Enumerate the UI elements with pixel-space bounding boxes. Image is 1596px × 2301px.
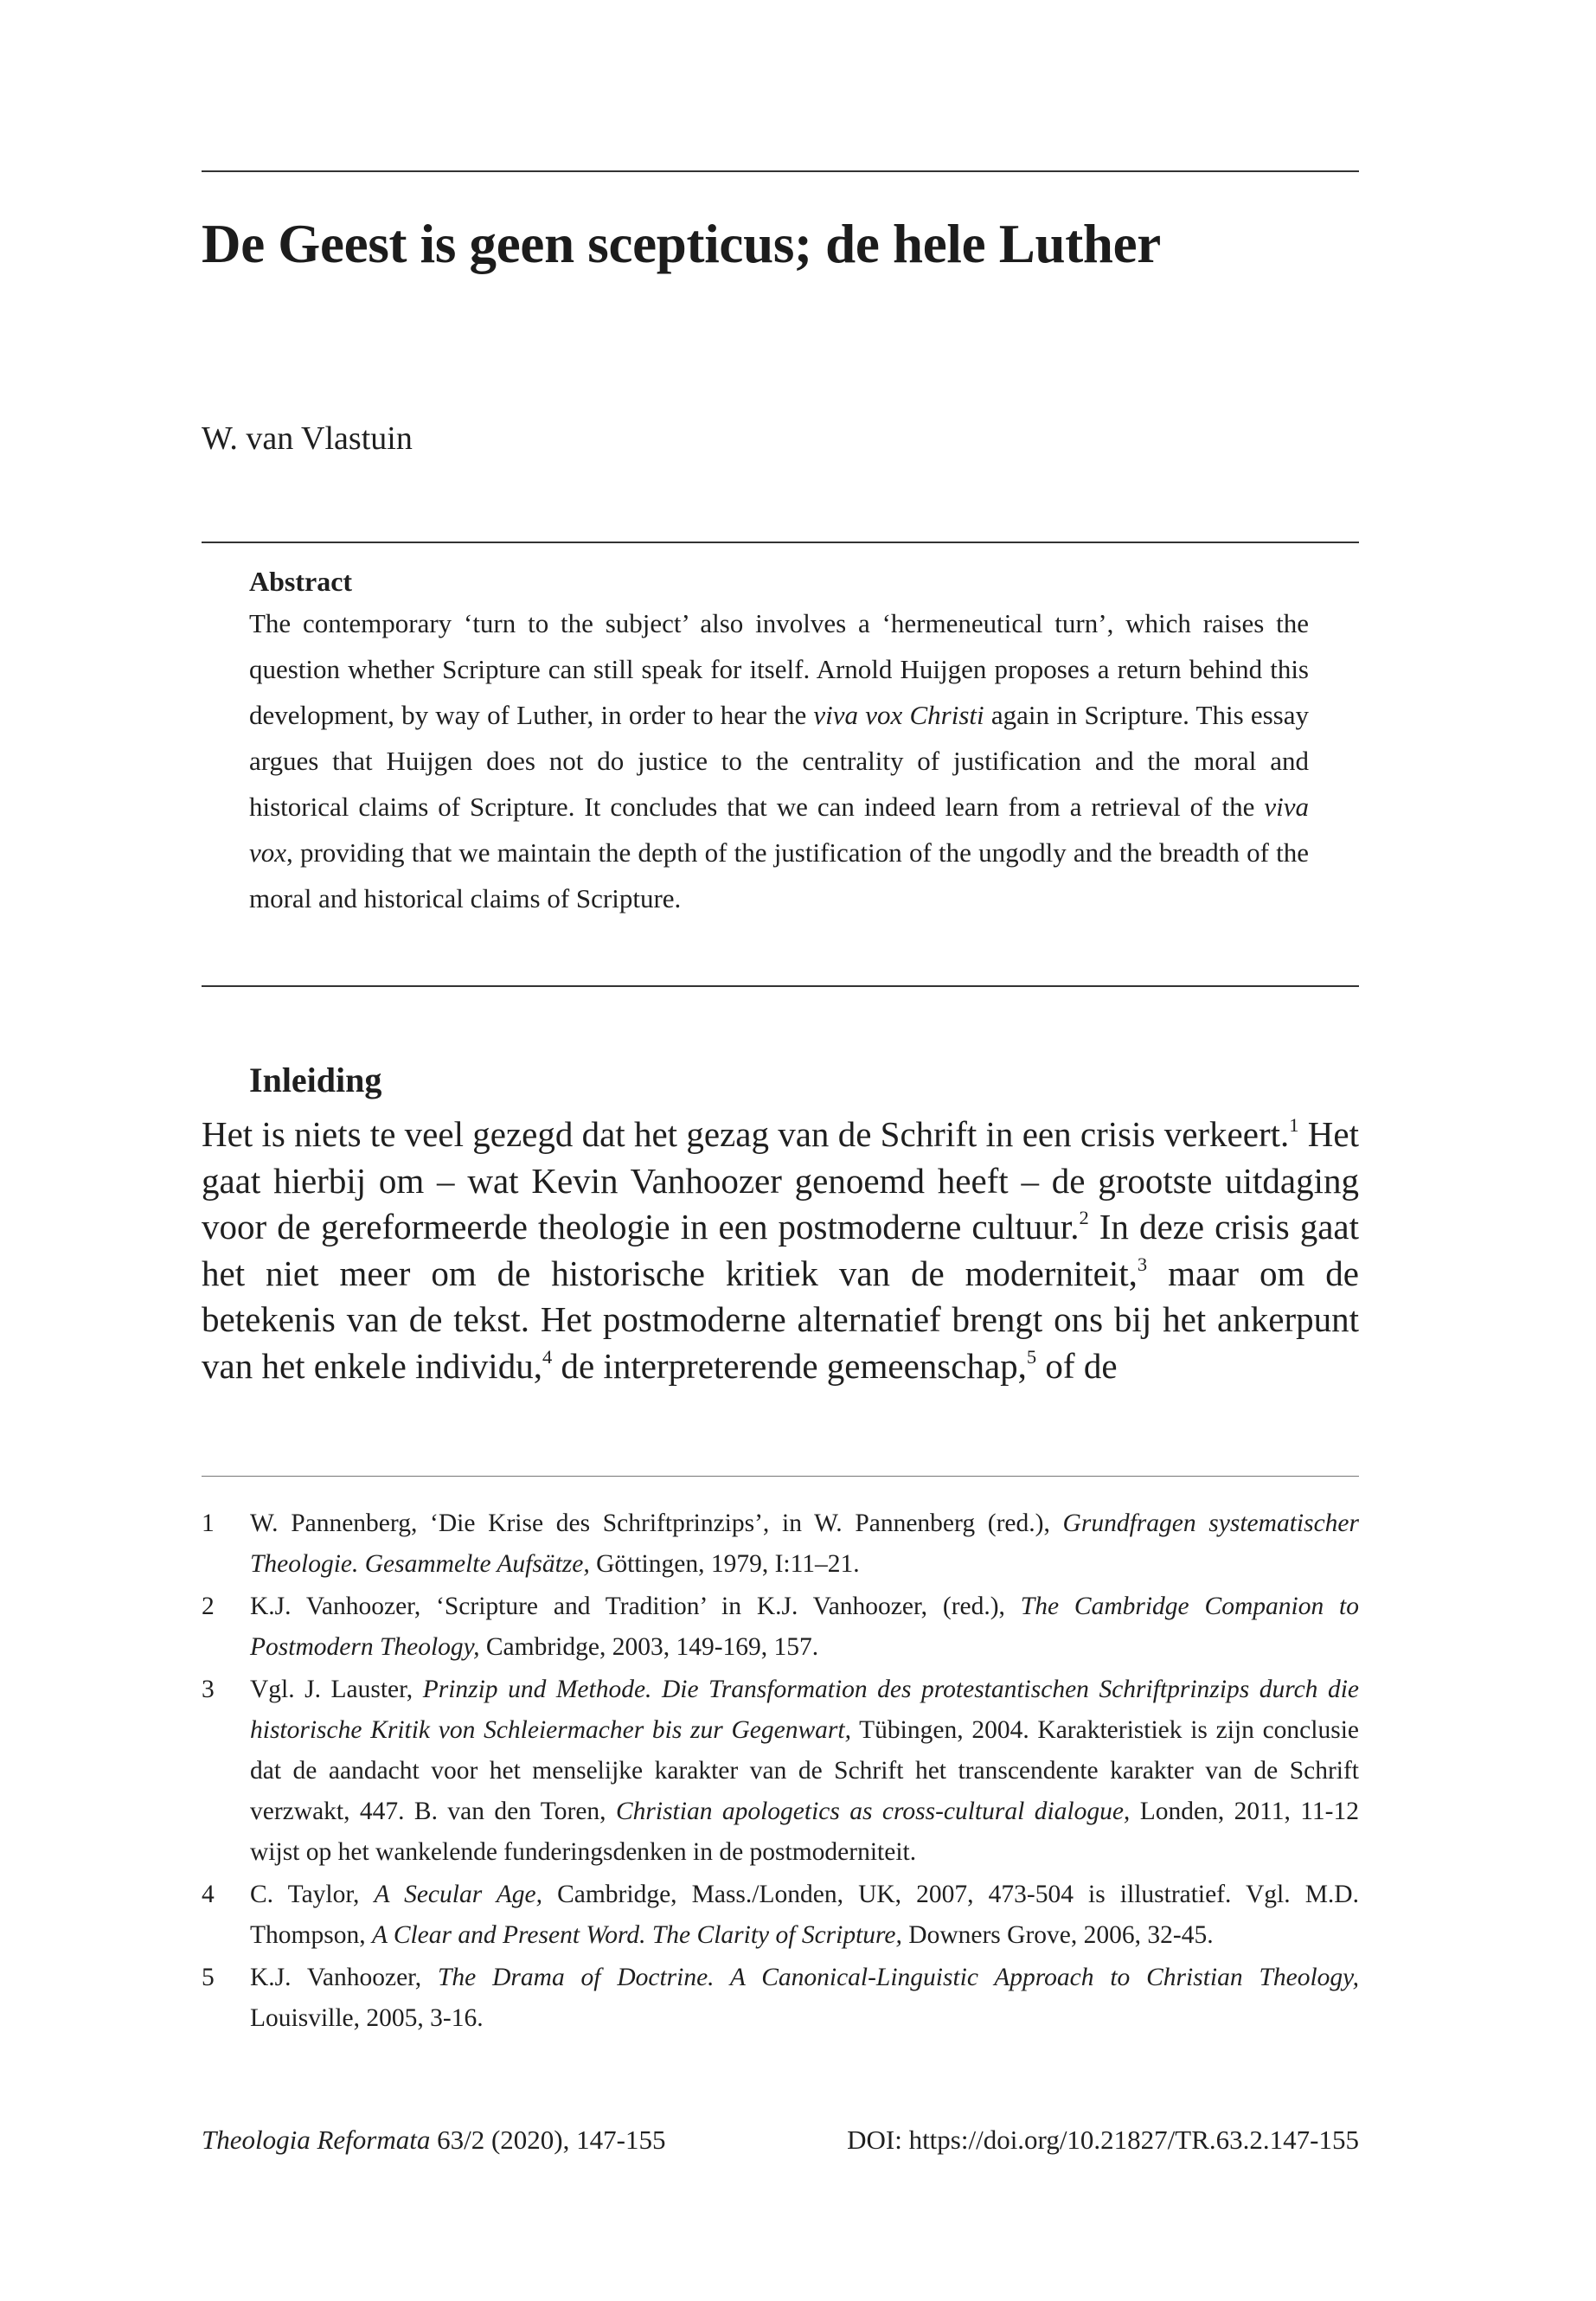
footnote-text: K.J. Vanhoozer, The Drama of Doctrine. A Canonical-Linguistic Approach to Christian Theology, Louisville, 2005, 3-16. [250,1964,1359,2032]
footnote [202,1503,1359,1585]
doi-link[interactable]: DOI: https://doi.org/10.21827/TR.63.2.147-155 [847,2125,1359,2155]
footnote-ref[interactable]: 3 [1137,1253,1148,1275]
section-heading-inleiding: Inleiding [249,1061,382,1099]
footnote-number: 2 [202,1593,215,1620]
footnote-ref[interactable]: 2 [1079,1207,1089,1229]
footnote-text: W. Pannenberg, ‘Die Krise des Schriftprinzips’, in W. Pannenberg (red.), Grundfragen systematischer Theologie. Gesammelte Aufsätze, Göttingen, 1979, I:11–21. [250,1509,1359,1578]
footnote-text: K.J. Vanhoozer, ‘Scripture and Tradition’ in K.J. Vanhoozer, (red.), The Cambridge Companion to Postmodern Theology, Cambridge, 2003, 149-169, 157. [250,1593,1359,1661]
footnote-ref[interactable]: 1 [1289,1114,1299,1137]
top-rule [202,170,1359,172]
journal-citation: Theologia Reformata 63/2 (2020), 147-155 [202,2125,666,2155]
footnote-separator [202,1476,1359,1477]
footnote-ref[interactable]: 5 [1026,1345,1037,1368]
body-paragraph: Het is niets te veel gezegd dat het gezag van de Schrift in een crisis verkeert.$^1$ Het gaat hierbij om – wat Kevin Vanhoozer genoemd heeft – de grootste uitdaging voor de gereformeerde theologie in een postmoderne cultuur.$^2$ In deze crisis gaat het niet meer om de historische kritiek van de moderniteit,$^3$ maar om de betekenis van de tekst. Het postmoderne alternatief brengt ons bij het ankerpunt van het enkele individu,$^4$ de interpreterende gemeenschap,$^5$ of de [202,1114,1360,1386]
footnotes [202,1503,1359,2041]
abstract-bottom-rule [202,985,1359,987]
footnote [202,1586,1359,1668]
abstract-heading: Abstract [249,566,353,597]
article-title: De Geest is geen scepticus; de hele Luther [202,214,1161,274]
footnote [202,1958,1359,2039]
footnote-number: 4 [202,1881,215,1908]
abstract-section [249,563,1309,921]
abstract-top-rule [202,542,1359,543]
page-footer [202,2124,1359,2156]
author-name: W. van Vlastuin [202,420,413,457]
footnote-ref[interactable]: 4 [542,1345,553,1368]
footnote [202,1670,1359,1873]
journal-name: Theologia Reformata [202,2125,431,2155]
footnote-text: C. Taylor, A Secular Age, Cambridge, Mass./Londen, UK, 2007, 473-504 is illustratief. Vgl. M.D. Thompson, A Clear and Present Word. The Clarity of Scripture, Downers Grove, 2006, 32-45. [250,1881,1359,1949]
footnote-number: 3 [202,1676,215,1703]
footnote-text: Vgl. J. Lauster, Prinzip und Methode. Die Transformation des protestantischen Schriftprinzips durch die historische Kritik von Schleiermacher bis zur Gegenwart, Tübingen, 2004. Karakteristiek is zijn conclusie dat de aandacht voor het menselijke karakter van de Schrift het transcendente karakter van de Schrift verzwakt, 447. B. van den Toren, Christian apologetics as cross-cultural dialogue, Londen, 2011, 11-12 wijst op het wankelende funderingsdenken in de postmoderniteit. [250,1676,1360,1866]
abstract-text: The contemporary ‘turn to the subject’ also involves a ‘hermeneutical turn’, which raises the question whether Scripture can still speak for itself. Arnold Huijgen proposes a return behind this development, by way of Luther, in order to hear the viva vox Christi again in Scripture. This essay argues that Huijgen does not do justice to the centrality of justification and the moral and historical claims of Scripture. It concludes that we can indeed learn from a retrieval of the viva vox, providing that we maintain the depth of the justification of the ungodly and the breadth of the moral and historical claims of Scripture. [249,608,1310,914]
footnote-number: 5 [202,1964,215,1991]
footnote-number: 1 [202,1509,215,1537]
footnote [202,1875,1359,1956]
